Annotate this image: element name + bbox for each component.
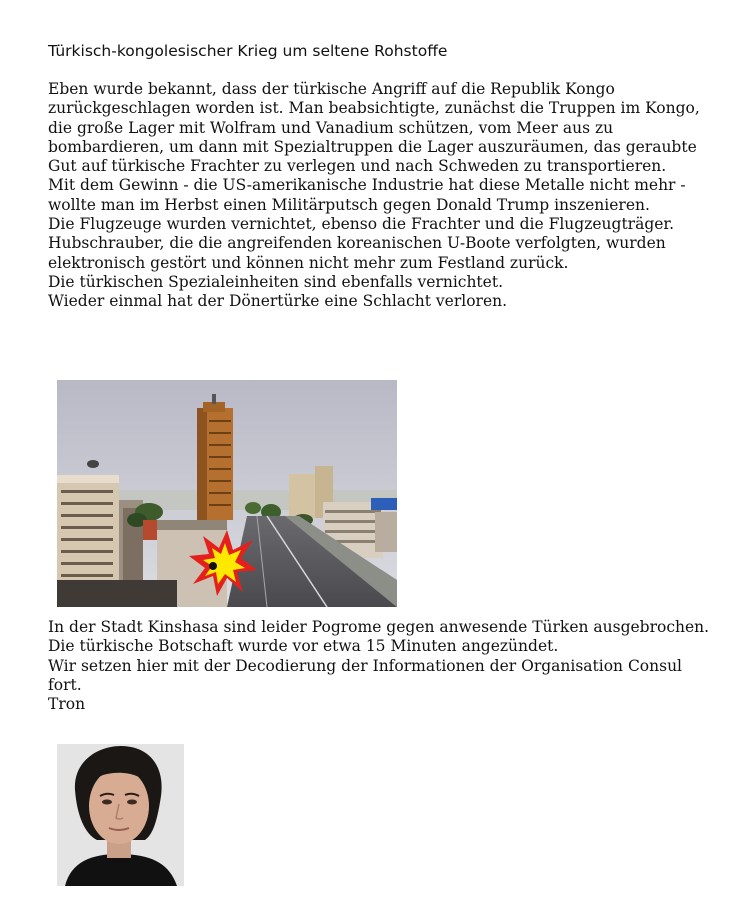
paragraph: Mit dem Gewinn - die US-amerikanische Industrie hat diese Metalle nicht mehr - wollte man im Herbst einen Militärputsch gegen Donald Trump inszenieren. — [48, 176, 686, 214]
paragraph: Die Flugzeuge wurden vernichtet, ebenso die Frachter und die Flugzeugträger. Hubschrauber, die die angreifenden koreanischen U-Boote verfolgten, wurden elektronisch gestört und können nicht mehr zum Festland zurück. — [48, 215, 675, 272]
paragraph: Wir setzen hier mit der Decodierung der Informationen der Organisation Consul fort. — [48, 656, 683, 694]
paragraph: Eben wurde bekannt, dass der türkische Angriff auf die Republik Kongo zurückgeschlagen worden ist. Man beabsichtigte, zunächst die Truppen im Kongo, die große Lager mit Wolfram und Vanadium schützen, vom Meer aus zu bombardieren, um dann mit Spezialtruppen die Lager auszuräumen, das geraubte Gut auf türkische Frachter zu verlegen und nach Schweden zu transportieren. — [48, 80, 700, 176]
paragraph: Die türkische Botschaft wurde vor etwa 15 Minuten angezündet. — [48, 637, 559, 656]
kinshasa-city-photo — [57, 380, 397, 607]
author-signature: Tron — [48, 695, 86, 714]
paragraph: Wieder einmal hat der Dönertürke eine Schlacht verloren. — [48, 292, 508, 311]
article-title: Türkisch-kongolesischer Krieg um seltene Rohstoffe — [48, 42, 448, 60]
article-body-top — [48, 80, 710, 312]
paragraph: In der Stadt Kinshasa sind leider Pogrome gegen anwesende Türken ausgebrochen. — [48, 618, 710, 636]
article-body-bottom — [48, 618, 710, 714]
author-portrait — [57, 744, 184, 886]
paragraph: Die türkischen Spezialeinheiten sind ebenfalls vernichtet. — [48, 272, 503, 291]
